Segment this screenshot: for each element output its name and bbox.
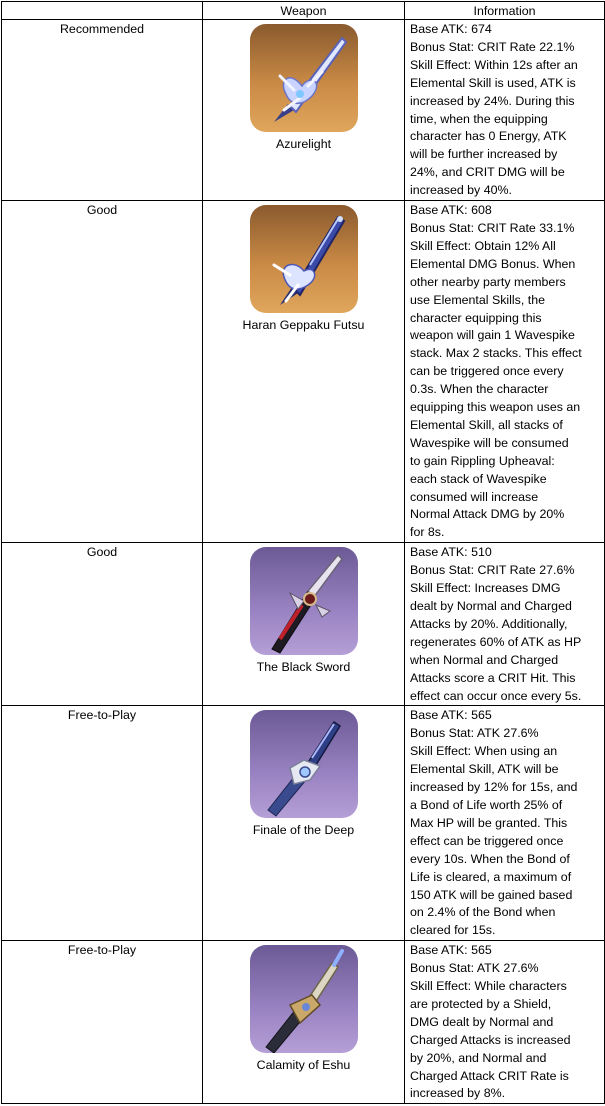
info-line: Bonus Stat: ATK 27.6% [410, 726, 539, 741]
tier-cell: Free-to-Play [2, 706, 203, 941]
weapon-cell [203, 20, 405, 201]
info-cell [405, 941, 605, 1104]
info-line: 24%, and CRIT DMG will be [410, 165, 565, 180]
info-line: Wavespike will be consumed [410, 435, 569, 450]
weapon-name: Haran Geppaku Futsu [242, 318, 365, 333]
info-cell [405, 706, 605, 941]
info-line: Elemental Skill, all stacks of [410, 417, 563, 432]
info-line: Skill Effect: Within 12s after an [410, 57, 578, 72]
info-line: for 8s. [410, 525, 445, 540]
info-line: Attacks score a CRIT Hit. This [410, 670, 576, 685]
info-line: consumed will increase [410, 489, 539, 504]
header-weapon: Weapon [203, 2, 405, 20]
weapon-name: Calamity of Eshu [256, 1058, 351, 1073]
info-line: can be triggered once every [410, 364, 564, 379]
info-line: Bonus Stat: CRIT Rate 33.1% [410, 220, 575, 235]
info-line: effect can be triggered once [410, 833, 564, 848]
info-line: dealt by Normal and Charged [410, 599, 572, 613]
info-line: Skill Effect: While characters [410, 979, 567, 994]
info-line: Charged Attack CRIT Rate is [410, 1068, 569, 1083]
weapon-name: Azurelight [275, 137, 332, 151]
finale-of-the-deep-sword-icon [250, 710, 358, 818]
table-row [2, 543, 605, 706]
info-line: Skill Effect: Increases DMG [410, 581, 561, 596]
info-line: Charged Attacks is increased [410, 1032, 571, 1047]
info-line: Elemental Skill is used, ATK is [410, 75, 576, 90]
info-line: Bonus Stat: CRIT Rate 22.1% [410, 39, 575, 54]
weapon-name: Finale of the Deep [252, 823, 355, 838]
info-line: Normal Attack DMG by 20% [410, 507, 565, 522]
info-line: increased by 8%. [410, 1086, 506, 1101]
info-line: stack. Max 2 stacks. This effect [410, 346, 582, 361]
info-line: Skill Effect: Obtain 12% All [410, 238, 556, 253]
info-cell [405, 201, 605, 543]
table-row [2, 20, 605, 201]
calamity-of-eshu-sword-icon [250, 945, 358, 1053]
tier-cell: Good [2, 543, 203, 706]
info-line: increased by 40%. [410, 183, 512, 198]
weapon-name: The Black Sword [256, 660, 351, 675]
info-line: equipping this weapon uses an [410, 400, 581, 415]
info-line: on 2.4% of the Bond when [410, 905, 556, 920]
info-line: to gain Rippling Upheaval: [410, 453, 555, 468]
info-line: use Elemental Skills, the [410, 292, 545, 307]
tier-cell: Good [2, 201, 203, 543]
info-line: Bonus Stat: CRIT Rate 27.6% [410, 563, 575, 578]
header-information: Information [405, 2, 605, 20]
info-line: weapon will gain 1 Wavespike [410, 328, 575, 343]
info-cell [405, 543, 605, 706]
info-line: character has 0 Energy, ATK [410, 129, 567, 144]
info-line: Bonus Stat: ATK 27.6% [410, 961, 539, 976]
table-row [2, 941, 605, 1104]
info-line: Base ATK: 674 [410, 22, 492, 36]
info-line: Base ATK: 565 [410, 708, 492, 723]
info-line: increased by 24%. During this [410, 93, 575, 108]
info-line: Skill Effect: When using an [410, 744, 558, 759]
info-line: 150 ATK will be gained based [410, 887, 573, 902]
haran-geppaku-futsu-sword-icon [250, 205, 358, 313]
info-line: Elemental DMG Bonus. When [410, 256, 576, 271]
info-cell [405, 20, 605, 201]
info-line: time, when the equipping [410, 111, 548, 126]
header-tier [2, 2, 203, 20]
info-line: Attacks by 20%. Additionally, [410, 616, 568, 631]
weapon-cell [203, 706, 405, 941]
azurelight-sword-icon [250, 24, 358, 132]
info-line: increased by 12% for 15s, and [410, 780, 578, 795]
info-line: Life is cleared, a maximum of [410, 869, 572, 884]
info-line: cleared for 15s. [410, 923, 496, 938]
info-line: will be further increased by [410, 147, 558, 162]
info-line: are protected by a Shield, [410, 996, 552, 1011]
info-line: Elemental Skill, ATK will be [410, 762, 559, 777]
weapon-cell [203, 201, 405, 543]
tier-cell: Recommended [2, 20, 203, 201]
the-black-sword-icon [250, 547, 358, 655]
info-line: when Normal and Charged [410, 652, 559, 667]
table-row [2, 706, 605, 941]
info-line: regenerates 60% of ATK as HP [410, 634, 582, 649]
info-line: Max HP will be granted. This [410, 815, 568, 830]
weapon-cell [203, 543, 405, 706]
weapon-cell [203, 941, 405, 1104]
info-line: a Bond of Life worth 25% of [410, 797, 563, 812]
info-line: other nearby party members [410, 274, 566, 289]
info-line: by 20%, and Normal and [410, 1050, 547, 1065]
info-line: every 10s. When the Bond of [410, 851, 570, 866]
info-line: 0.3s. When the character [410, 382, 549, 397]
info-line: character equipping this [410, 310, 542, 325]
info-line: Base ATK: 510 [410, 545, 492, 560]
weapons-table [1, 1, 605, 1104]
info-line: effect can occur once every 5s. [410, 688, 582, 703]
info-line: each stack of Wavespike [410, 471, 547, 486]
table-header-row [2, 2, 605, 20]
info-line: DMG dealt by Normal and [410, 1014, 554, 1029]
table-row [2, 201, 605, 543]
info-line: Base ATK: 608 [410, 203, 492, 218]
info-line: Base ATK: 565 [410, 943, 492, 958]
tier-cell: Free-to-Play [2, 941, 203, 1104]
